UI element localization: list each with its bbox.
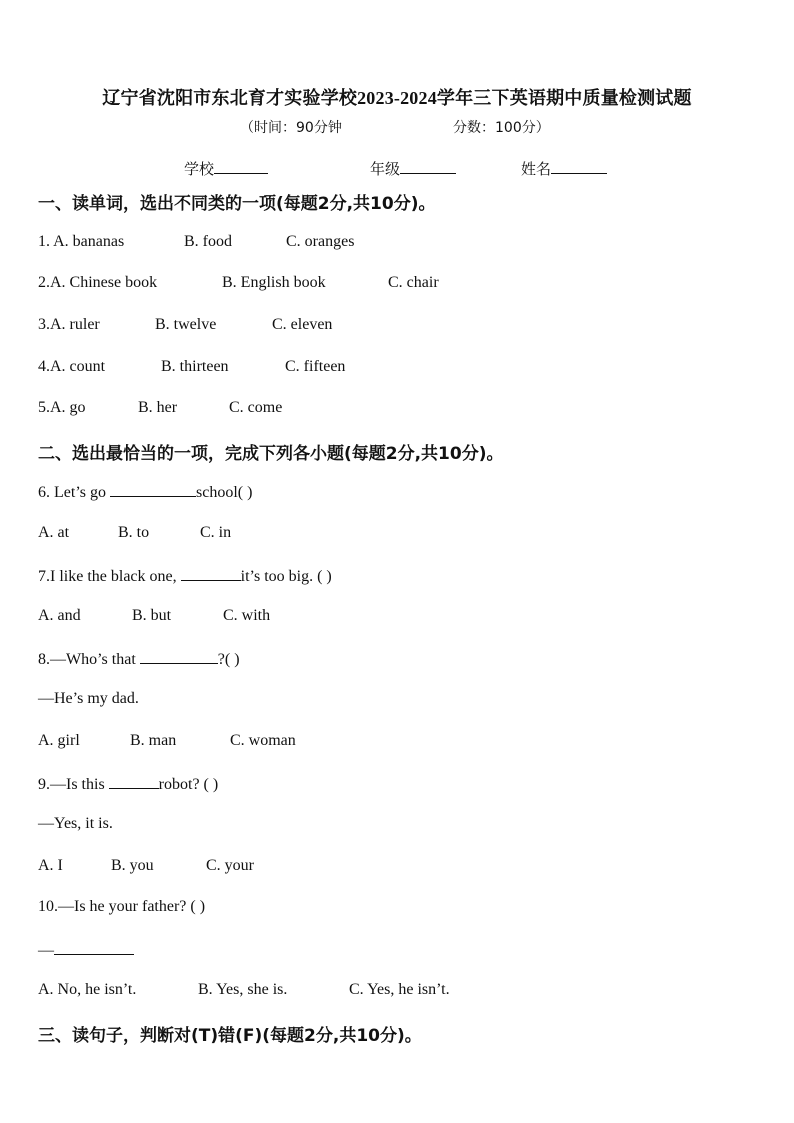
q9-question [38,774,218,794]
q8-response: —He’s my dad. [38,690,139,707]
q8-text-before: 8.—Who’s that [38,651,140,668]
q8-option-c: C. woman [230,732,296,749]
q3-option-c: C. eleven [272,316,333,333]
q7-option-b: B. but [132,607,172,624]
q10-question: 10.—Is he your father? ( ) [38,898,206,915]
time-limit: （时间：90分钟 [240,120,342,136]
q3-option-b: B. twelve [155,316,217,333]
q5-option-a: 5.A. go [38,399,86,416]
section-3-heading: 三、读句子，判断对(T)错(F)(每题2分,共10分)。 [38,1026,422,1046]
school-field [184,158,268,179]
q4-option-b: B. thirteen [161,358,229,375]
q1-option-b: B. food [184,233,232,250]
q6-option-b: B. to [118,524,150,541]
section-2-heading: 二、选出最恰当的一项，完成下列各小题(每题2分,共10分)。 [38,444,504,464]
q3-option-a: 3.A. ruler [38,316,100,333]
q7-option-c: C. with [223,607,271,624]
name-field [521,158,607,179]
name-blank [551,173,607,174]
total-score: 分数：100分） [453,120,550,136]
q10-dash: — [38,942,54,959]
q2-option-c: C. chair [388,274,439,291]
q8-text-after: ?( ) [217,651,240,668]
q1-option-a: 1. A. bananas [38,233,125,250]
grade-blank [400,173,456,174]
q5-option-b: B. her [138,399,178,416]
q10-response [38,940,134,960]
q7-text-before: 7.I like the black one, [38,568,181,585]
q10-option-a: A. No, he isn’t. [38,981,137,998]
q6-text-before: 6. Let’s go [38,484,110,501]
page-title: 辽宁省沈阳市东北育才实验学校2023-2024学年三下英语期中质量检测试题 [102,88,692,108]
q6-option-a: A. at [38,524,70,541]
q8-question [38,649,240,669]
q7-option-a: A. and [38,607,81,624]
grade-label: 年级 [370,160,401,178]
q6-option-c: C. in [200,524,232,541]
q9-option-b: B. you [111,857,154,874]
name-label: 姓名 [521,160,552,178]
q8-option-b: B. man [130,732,177,749]
q10-blank [54,940,134,955]
q6-question [38,482,252,502]
q6-text-after: school( ) [196,484,253,501]
q7-blank [181,566,241,581]
q6-blank [110,482,196,497]
q1-option-c: C. oranges [286,233,355,250]
q9-response: —Yes, it is. [38,815,113,832]
q9-option-a: A. I [38,857,63,874]
grade-field [370,158,456,179]
q4-option-a: 4.A. count [38,358,106,375]
q9-text-before: 9.—Is this [38,776,109,793]
q10-option-c: C. Yes, he isn’t. [349,981,450,998]
school-blank [214,173,268,174]
q9-blank [109,774,159,789]
q9-text-after: robot? ( ) [158,776,219,793]
q8-option-a: A. girl [38,732,80,749]
q2-option-b: B. English book [222,274,326,291]
q7-text-after: it’s too big. ( ) [240,568,332,585]
q5-option-c: C. come [229,399,283,416]
q2-option-a: 2.A. Chinese book [38,274,158,291]
school-label: 学校 [184,160,215,178]
q10-option-b: B. Yes, she is. [198,981,288,998]
q4-option-c: C. fifteen [285,358,346,375]
section-1-heading: 一、读单词，选出不同类的一项(每题2分,共10分)。 [38,194,436,214]
q9-option-c: C. your [206,857,254,874]
q8-blank [140,649,218,664]
q7-question [38,566,332,586]
